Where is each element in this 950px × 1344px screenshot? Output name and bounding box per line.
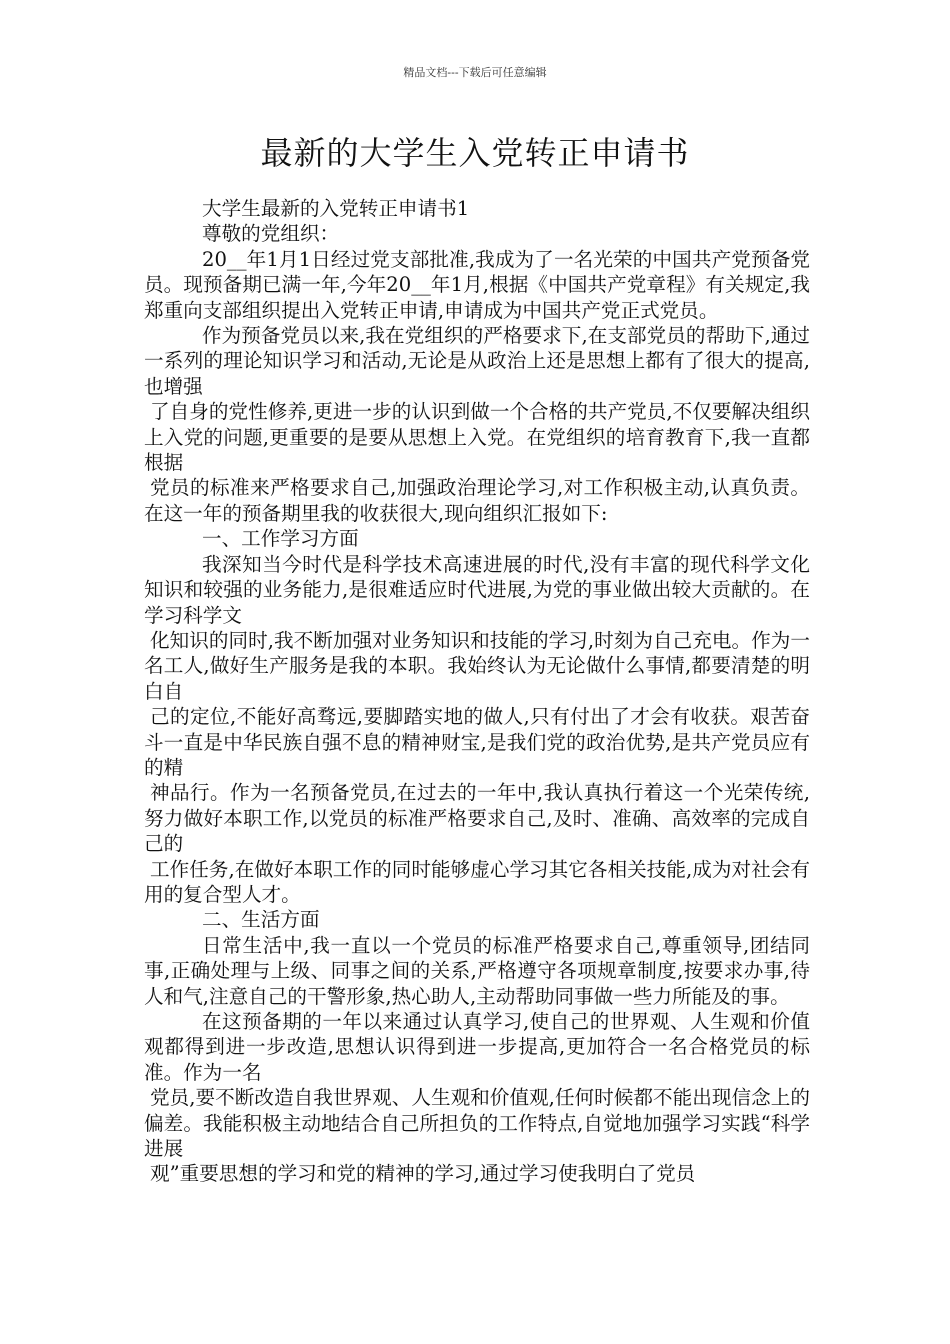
paragraph: 己的定位,不能好高骛远,要脚踏实地的做人,只有付出了才会有收获。艰苦奋斗一直是中华民族自强不息的精神财宝,是我们党的政治优势,是共产党员应有的精: [144, 705, 810, 779]
paragraph: 在这预备期的一年以来通过认真学习,使自己的世界观、人生观和价值观都得到进一步改造,思想认识得到进一步提高,更加符合一名合格党员的标准。作为一名: [144, 1010, 810, 1084]
paragraph: 20__年1月1日经过党支部批准,我成为了一名光荣的中国共产党预备党员。现预备期已满一年,今年20__年1月,根据《中国共产党章程》有关规定,我郑重向支部组织提出入党转正申请,申请成为中国共产党正式党员。: [144, 247, 810, 322]
paragraph: 化知识的同时,我不断加强对业务知识和技能的学习,时刻为自己充电。作为一名工人,做好生产服务是我的本职。我始终认为无论做什么事情,都要清楚的明白自: [144, 628, 810, 703]
document-body: [144, 196, 810, 1187]
section-heading: 二、生活方面: [202, 908, 320, 932]
paragraph: 党员,要不断改造自我世界观、人生观和价值观,任何时候都不能出现信念上的偏差。我能积极主动地结合自己所担负的工作特点,自觉地加强学习实践“科学进展: [144, 1086, 810, 1161]
paragraph: 神品行。作为一名预备党员,在过去的一年中,我认真执行着这一个光荣传统,努力做好本职工作,以党员的标准严格要求自己,及时、准确、高效率的完成自己的: [144, 781, 810, 856]
paragraph: 了自身的党性修养,更进一步的认识到做一个合格的共产党员,不仅要解决组织上入党的问题,更重要的是要从思想上入党。在党组织的培育教育下,我一直都根据: [144, 400, 810, 475]
page-header: 精品文档---下载后可任意编辑: [403, 66, 547, 79]
document-title: 最新的大学生入党转正申请书: [260, 134, 690, 172]
paragraph: 观”重要思想的学习和党的精神的学习,通过学习使我明白了党员: [150, 1162, 696, 1186]
paragraph-subtitle: 大学生最新的入党转正申请书1: [202, 197, 470, 220]
paragraph-salutation: 尊敬的党组织：: [202, 222, 340, 246]
paragraph: 我深知当今时代是科学技术高速进展的时代,没有丰富的现代科学文化知识和较强的业务能力,是很难适应时代进展,为党的事业做出较大贡献的。在学习科学文: [144, 552, 810, 627]
paragraph: 作为预备党员以来,我在党组织的严格要求下,在支部党员的帮助下,通过一系列的理论知识学习和活动,无论是从政治上还是思想上都有了很大的提高,也增强: [144, 324, 810, 398]
paragraph: 日常生活中,我一直以一个党员的标准严格要求自己,尊重领导,团结同事,正确处理与上级、同事之间的关系,严格遵守各项规章制度,按要求办事,待人和气,注意自己的干警形象,热心助人,主动帮助同事做一些力所能及的事。: [144, 933, 810, 1008]
paragraph: 工作任务,在做好本职工作的同时能够虚心学习其它各相关技能,成为对社会有用的复合型人才。: [144, 857, 810, 906]
paragraph: 党员的标准来严格要求自己,加强政治理论学习,对工作积极主动,认真负责。在这一年的预备期里我的收获很大,现向组织汇报如下:: [144, 476, 810, 525]
section-heading: 一、工作学习方面: [202, 527, 359, 551]
